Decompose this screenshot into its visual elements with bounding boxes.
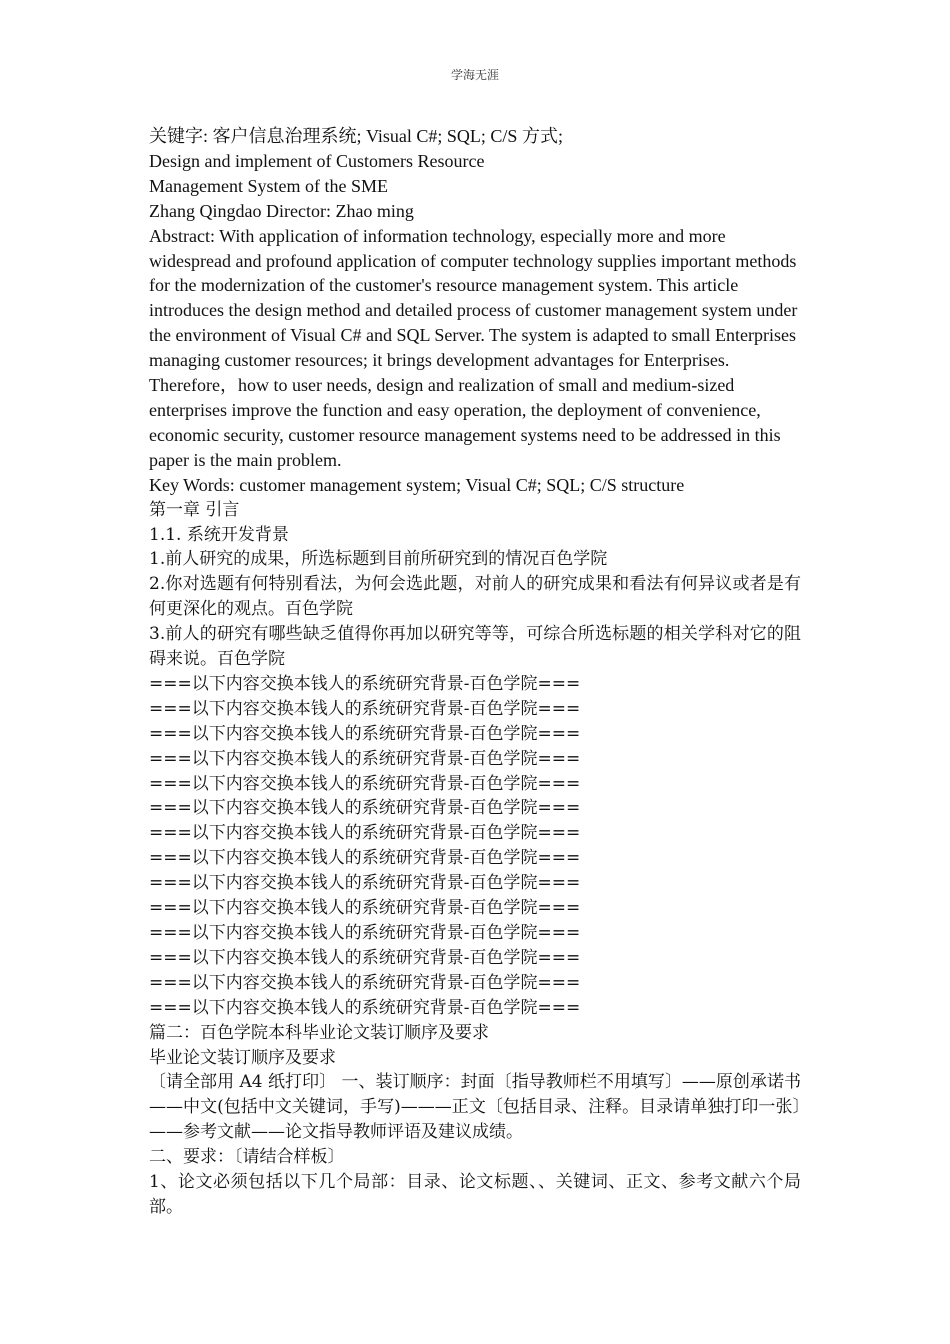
repeat-line: ===以下内容交换本钱人的系统研究背景-百色学院=== — [149, 873, 581, 894]
list-item: 3.前人的研究有哪些缺乏值得你再加以研究等等，可综合所选标题的相关学科对它的阻碍来说。百色学院 — [149, 624, 801, 670]
title-en-line2: Management System of the SME — [149, 175, 388, 196]
list-item: 2.你对选题有何特别看法，为何会选此题，对前人的研究成果和看法有何异议或者是有何更深化的观点。百色学院 — [149, 574, 801, 620]
keywords-cn: 关键字: 客户信息治理系统; Visual C#; SQL; C/S 方式; — [149, 126, 563, 146]
repeat-line: ===以下内容交换本钱人的系统研究背景-百色学院=== — [149, 823, 581, 844]
repeat-line: ===以下内容交换本钱人的系统研究背景-百色学院=== — [149, 748, 581, 769]
title-en-line1: Design and implement of Customers Resource — [149, 150, 485, 171]
repeat-line: ===以下内容交换本钱人的系统研究背景-百色学院=== — [149, 898, 581, 919]
part2-subtitle: 毕业论文装订顺序及要求 — [149, 1047, 336, 1068]
repeat-line: ===以下内容交换本钱人的系统研究背景-百色学院=== — [149, 673, 581, 694]
section-title: 1.1. 系统开发背景 — [149, 524, 289, 545]
repeat-line: ===以下内容交换本钱人的系统研究背景-百色学院=== — [149, 848, 581, 869]
document-body — [149, 124, 801, 1220]
page-header: 学海无涯 — [450, 68, 499, 82]
list-item: 1.前人研究的成果，所选标题到目前所研究到的情况百色学院 — [149, 549, 608, 570]
repeat-line: ===以下内容交换本钱人的系统研究背景-百色学院=== — [149, 723, 581, 744]
part2-title: 篇二：百色学院本科毕业论文装订顺序及要求 — [149, 1022, 489, 1043]
repeat-line: ===以下内容交换本钱人的系统研究背景-百色学院=== — [149, 923, 581, 943]
authors: Zhang Qingdao Director: Zhao ming — [149, 200, 414, 221]
repeat-line: ===以下内容交换本钱人的系统研究背景-百色学院=== — [149, 947, 581, 968]
repeat-line: ===以下内容交换本钱人的系统研究背景-百色学院=== — [149, 698, 581, 719]
binding-order: 〔请全部用 A4 纸打印〕 一、装订顺序：封面〔指导教师栏不用填写〕——原创承诺书——中文(包括中文关键词，手写)———正文〔包括目录、注释。目录请单独打印一张〕——参考文献——论文指导教师评语及建议成绩。 — [149, 1072, 801, 1143]
requirements-title: 二、要求：〔请结合样板〕 — [149, 1147, 345, 1168]
chapter-title: 第一章 引言 — [149, 499, 240, 520]
repeat-line: ===以下内容交换本钱人的系统研究背景-百色学院=== — [149, 972, 581, 993]
repeat-line: ===以下内容交换本钱人的系统研究背景-百色学院=== — [149, 997, 581, 1018]
keywords-en: Key Words: customer management system; Visual C#; SQL; C/S structure — [149, 474, 685, 495]
repeat-line: ===以下内容交换本钱人的系统研究背景-百色学院=== — [149, 798, 581, 819]
repeat-line: ===以下内容交换本钱人的系统研究背景-百色学院=== — [149, 773, 581, 794]
requirement-item: 1、论文必须包括以下几个局部：目录、论文标题、、关键词、正文、参考文献六个局部。 — [149, 1172, 801, 1217]
abstract-en: Abstract: With application of information technology, especially more and more widespread and profound application of computer technology supplies important methods for the modernization of the customer's resource management system. This article introduces the design method and detailed process of customer management system under the environment of Visual C# and SQL Server. The system is adapted to small Enterprises managing customer resources; it brings development advantages for Enterprises. Therefore，how to user needs, design and realization of small and medium-sized enterprises improve the function and easy operation, the deployment of convenience, economic security, customer resource management systems need to be addressed in this paper is the main problem. — [149, 225, 798, 470]
